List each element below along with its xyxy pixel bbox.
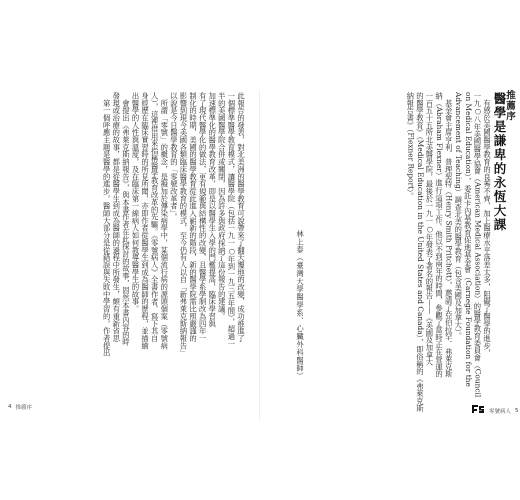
body-line: 制化的時期，美國的醫學教育從此進入嶄新的階段，新的醫學院需比照嚴謹的: [189, 92, 199, 342]
body-line: 此報告的發表，對北美洲的醫學教育可說帶來了翻天覆地的改變，成功推進了: [237, 92, 246, 342]
body-line: 以說是今日醫學教育的「零號改革者」。: [169, 92, 179, 221]
body-line: 納（Abraham Flexner）進行這項工作。他以不到兩年的時間，參觀了當時正在營運的: [435, 92, 445, 378]
body-line: 基金會主席亨利．普理契特（Henry Smith Pritchett），邀請了亞伯拉罕．弗萊克斯: [444, 92, 454, 378]
body-line: Advancement of Teaching）調查北美的醫學教育（包含美國及加拿大）。: [454, 92, 464, 340]
body-line: 第一個呼應主題是醫學的進步，醫師大部分是從錯誤與失敗中學習的，作者提出: [102, 92, 112, 357]
right-page-running-head: 零號病人: [489, 408, 512, 415]
body-line: 發現或治療的故事，都是從醫學生到成為醫師的過程中所發生，頗有重新省思: [112, 92, 122, 342]
body-line: 的醫學教育》（Medical Education in the United States and Canada），即俗稱的《弗萊克斯: [415, 92, 425, 412]
body-line: 有感於美國醫學教育的良莠不齊，加上醫療水平落差太多，阻礙了醫學的進步，: [483, 92, 492, 357]
page-title: 醫學是謙卑的永恆大課: [492, 92, 507, 232]
publisher-logo-icon: [471, 403, 485, 418]
section-label: 推薦序: [504, 90, 515, 122]
body-line: 納報告書》（Flexner Report）。: [406, 92, 416, 201]
body-line: 加速標準化的醫學教育改革，即是以醫學生入學的門檻提高，臨床學習與: [208, 92, 218, 328]
left-page-number: 4: [8, 404, 12, 410]
author-byline: 林上泰（臺灣大學醫學系、心臟外科醫師）: [296, 230, 305, 381]
body-line: 所謂「零號」的概念，是擬加於傳染病學中，某個流行病的源頭個案（零號病: [160, 92, 170, 350]
body-line: 會提出《弗萊克斯納報告》，與本書作者在此探討的故事，固然本書內容的時: [121, 92, 131, 346]
left-page-footer: [8, 403, 32, 411]
body-line: 出醫學的人性與溫度，及在臨床第一線病人如何教導醫學生的故事。: [131, 92, 141, 313]
body-line: 一個標準醫學教育模式，讓醫學院（包括一九一○年到一九三五年間），超過一: [227, 92, 237, 348]
right-page: [260, 0, 520, 500]
left-page-body: [26, 92, 246, 417]
body-line: 身經歷在臨床實習時的所見所聞，亦即作者從醫學生到成為醫師的歷程，並描繪: [141, 92, 151, 350]
right-page-footer: [471, 403, 519, 418]
body-line: 一九○八年美國醫學協會（American Medical Association）的醫學教育委員會（Council: [473, 92, 483, 398]
left-page-running-head: 推薦序: [15, 405, 33, 411]
body-line: 影響到現今美國各類臨床醫學教育的模式，至今仍有人以自「新弗萊克斯納報告」: [179, 92, 189, 357]
right-page-body: [306, 92, 492, 417]
body-line: 半的美國醫學院合併或關閉，因為許多與政府採納了這份報告的建議。: [217, 92, 227, 320]
right-page-number: 5: [515, 407, 519, 414]
body-line: on Medical Education），委託卡內基教育促進基金會（Carnegie Foundation for the: [463, 92, 473, 387]
body-line: 有了現代醫學化的做法，更有規範與結構性的改變，且醫學系學制改為四年一: [198, 92, 208, 342]
logo-glyph-icon: [471, 403, 485, 415]
body-line: 一百五十五所北美醫學院，最後於一九一○年發表了著名的報告——《美國及加拿大: [425, 92, 435, 366]
body-line: 人），這裡借用來指稱醫學教育改革的先驅。《零號病人》全書作者，寫下其自: [150, 92, 160, 342]
